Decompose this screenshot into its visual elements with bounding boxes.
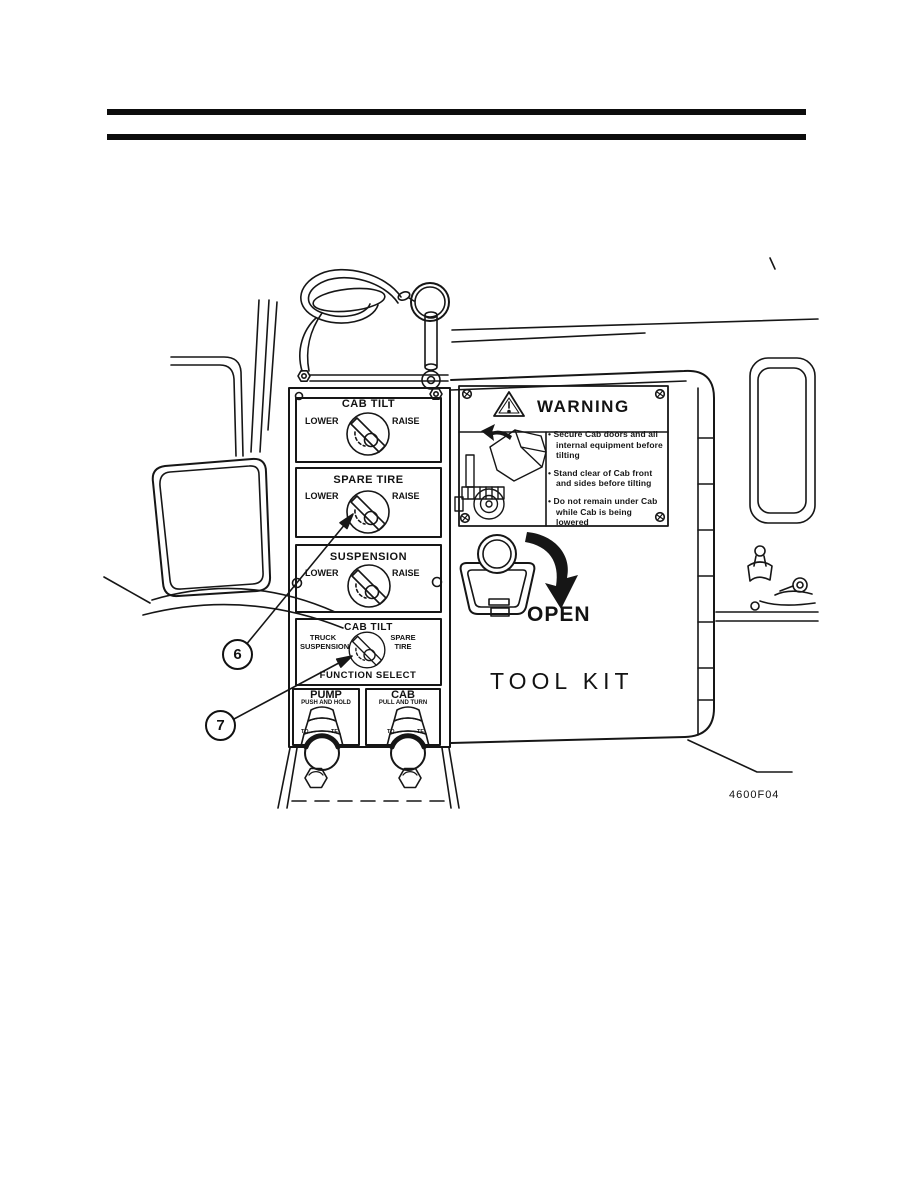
spare-tire-raise-label: RAISE bbox=[392, 491, 420, 501]
suspension-knob bbox=[348, 565, 390, 607]
cab-tilt-pictogram bbox=[455, 424, 546, 519]
tool-kit-label: TOOL KIT bbox=[490, 668, 634, 694]
cab-hint-left: TO bbox=[387, 729, 395, 735]
selector-title: CAB TILT bbox=[344, 622, 393, 633]
selector-left-line2: SUSPENSION bbox=[300, 642, 350, 651]
pump-title: PUMP bbox=[310, 689, 342, 701]
suspension-lower-label: LOWER bbox=[305, 568, 339, 578]
function-select-caption: FUNCTION SELECT bbox=[319, 670, 417, 681]
cab-hint-right: TE bbox=[417, 729, 425, 735]
callout-6 bbox=[222, 639, 253, 670]
cab-tilt-raise-label: RAISE bbox=[392, 416, 420, 426]
warning-triangle-icon bbox=[494, 392, 524, 416]
open-label: OPEN bbox=[527, 603, 591, 626]
selector-right-line2: TIRE bbox=[394, 642, 412, 651]
cab-tilt-knob bbox=[347, 413, 389, 455]
lanyard-pin-assembly bbox=[298, 270, 449, 389]
selector-left-line1: TRUCK bbox=[309, 633, 337, 642]
section-title-cab-tilt: CAB TILT bbox=[341, 398, 396, 410]
warning-bullet: • Do not remain under Cab while Cab is being lowered bbox=[548, 495, 658, 528]
suspension-raise-label: RAISE bbox=[392, 568, 420, 578]
open-arrow-icon bbox=[525, 532, 578, 609]
warning-bullet: • Secure Cab doors and all internal equipment before tilting bbox=[548, 429, 663, 461]
callout-7 bbox=[205, 710, 236, 741]
right-window-and-hardware bbox=[748, 358, 815, 610]
section-title-suspension: SUSPENSION bbox=[329, 551, 408, 563]
spare-tire-knob bbox=[347, 491, 389, 533]
callout-7-number: 7 bbox=[216, 717, 225, 734]
cab-tilt-lower-label: LOWER bbox=[305, 416, 339, 426]
pump-instruction: PUSH AND HOLD bbox=[301, 700, 351, 706]
warning-title: WARNING bbox=[537, 397, 630, 416]
callout-6-number: 6 bbox=[233, 646, 242, 663]
spare-tire-lower-label: LOWER bbox=[305, 491, 339, 501]
mirror bbox=[153, 459, 270, 596]
figure-code: 4600F04 bbox=[729, 789, 780, 801]
warning-bullet-list bbox=[548, 429, 666, 535]
control-panel bbox=[278, 388, 459, 808]
cab-title: CAB bbox=[391, 689, 415, 701]
cab-instruction: PULL AND TURN bbox=[378, 700, 428, 706]
section-title-spare-tire: SPARE TIRE bbox=[333, 474, 404, 486]
warning-bullet: • Stand clear of Cab front and sides before tilting bbox=[548, 467, 653, 489]
selector-right-line1: SPARE bbox=[390, 633, 416, 642]
pump-hint-left: TO bbox=[301, 729, 309, 735]
pump-hint-right: TE bbox=[331, 729, 339, 735]
